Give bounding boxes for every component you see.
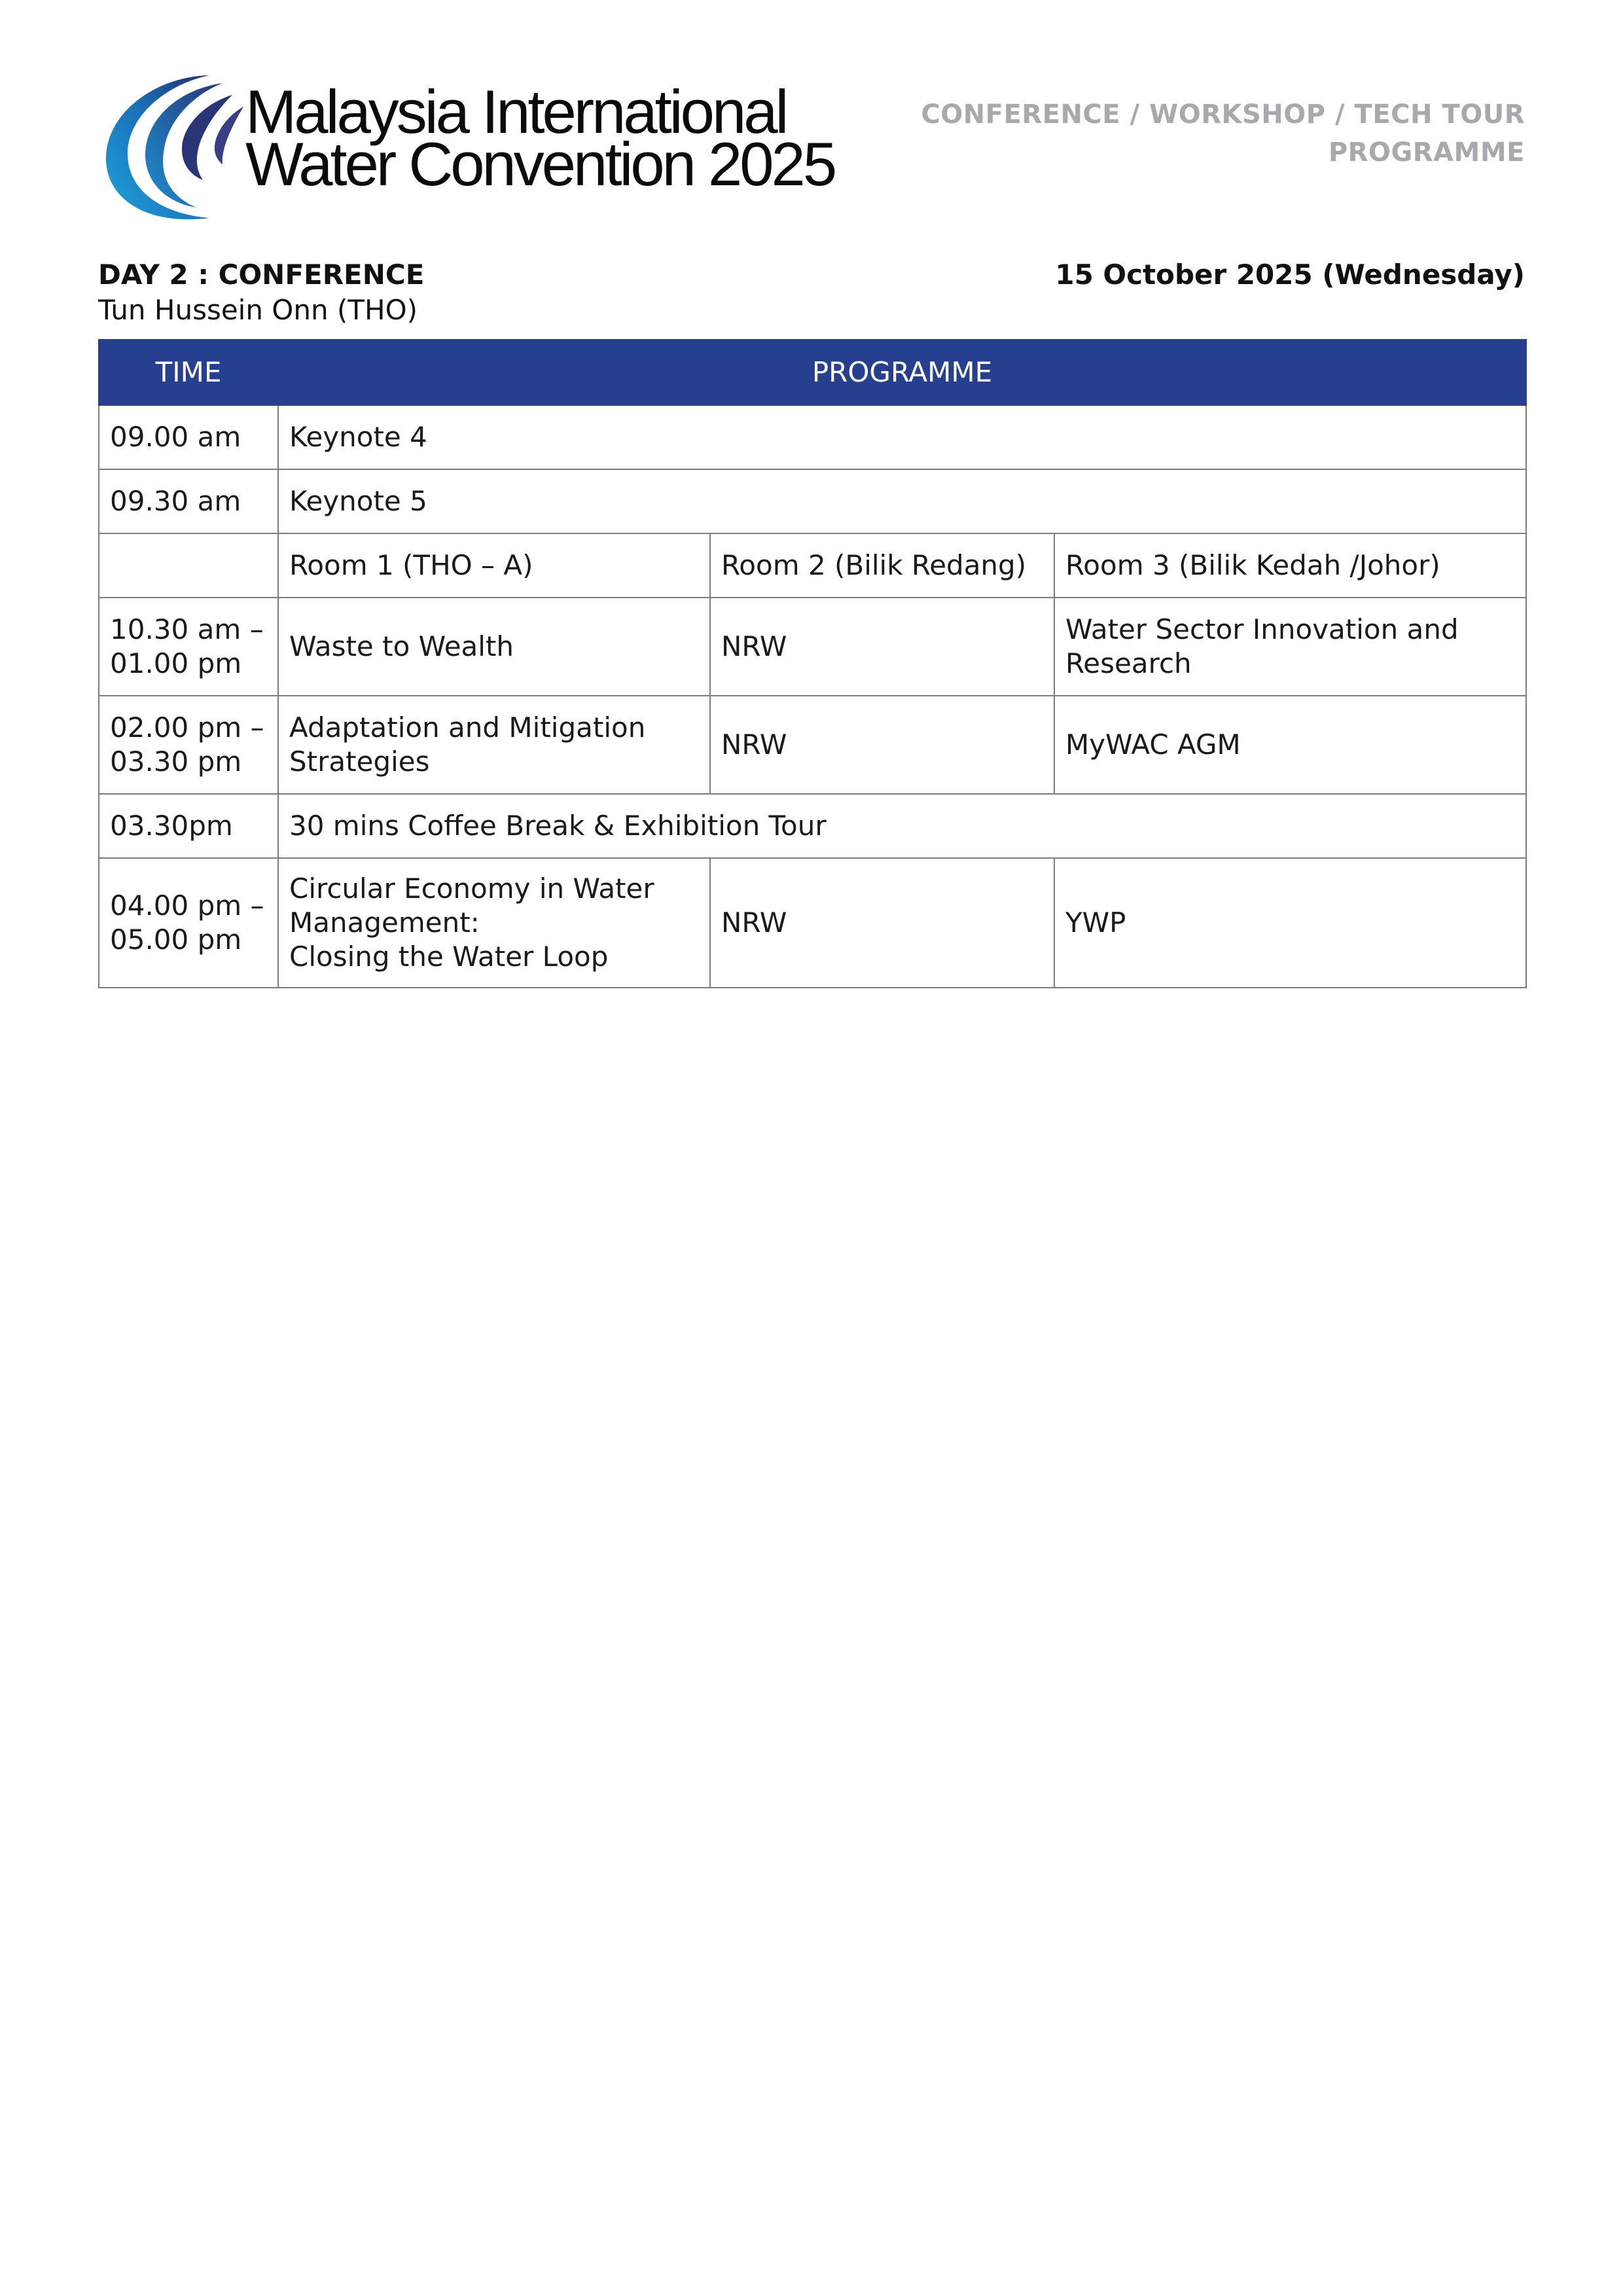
session-title-line: Strategies	[289, 745, 430, 778]
time-end: 03.30 pm	[110, 745, 242, 778]
time-cell: 03.30pm	[99, 794, 278, 858]
room-2-session: NRW	[710, 696, 1054, 794]
session-title-line: Closing the Water Loop	[289, 941, 609, 973]
time-start: 10.30 am –	[110, 613, 264, 645]
water-wave-logo-icon	[98, 69, 252, 223]
logo-line-1: Malaysia International	[245, 77, 787, 146]
time-cell: 09.00 am	[99, 405, 278, 469]
logo-line-2: Water Convention 2025	[245, 130, 835, 198]
table-row	[99, 696, 1526, 794]
time-end: 01.00 pm	[110, 647, 242, 679]
room-1-header: Room 1 (THO – A)	[278, 533, 710, 598]
document-type	[921, 96, 1525, 171]
table-header-row	[99, 340, 1526, 405]
time-cell	[99, 858, 278, 988]
room-2-session: NRW	[710, 858, 1054, 988]
time-start: 02.00 pm –	[110, 711, 264, 744]
room-1-session	[278, 696, 710, 794]
time-start: 04.00 pm –	[110, 889, 264, 922]
doc-type-line-1: CONFERENCE / WORKSHOP / TECH TOUR	[921, 99, 1525, 130]
room-2-header: Room 2 (Bilik Redang)	[710, 533, 1054, 598]
time-column-header: TIME	[99, 340, 278, 405]
event-logo	[98, 69, 857, 226]
room-2-session: NRW	[710, 598, 1054, 696]
time-cell: 09.30 am	[99, 469, 278, 533]
day-title: DAY 2 : CONFERENCE	[98, 259, 425, 291]
time-cell	[99, 598, 278, 696]
session-title-line: Circular Economy in Water	[289, 872, 654, 905]
programme-column-header: PROGRAMME	[278, 340, 1526, 405]
room-3-session	[1054, 598, 1526, 696]
programme-cell: Keynote 5	[278, 469, 1526, 533]
table-row	[99, 598, 1526, 696]
session-title-line: Adaptation and Mitigation	[289, 711, 646, 744]
rooms-row	[99, 533, 1526, 598]
programme-table	[98, 339, 1527, 988]
room-1-session: Waste to Wealth	[278, 598, 710, 696]
table-row	[99, 858, 1526, 988]
room-3-session: MyWAC AGM	[1054, 696, 1526, 794]
doc-type-line-2: PROGRAMME	[1328, 137, 1525, 168]
time-cell	[99, 696, 278, 794]
table-row	[99, 794, 1526, 858]
room-3-session: YWP	[1054, 858, 1526, 988]
logo-wordmark	[245, 77, 835, 198]
programme-cell: Keynote 4	[278, 405, 1526, 469]
table-row	[99, 405, 1526, 469]
room-3-header: Room 3 (Bilik Kedah /Johor)	[1054, 533, 1526, 598]
session-title-line: Research	[1065, 647, 1192, 679]
time-end: 05.00 pm	[110, 924, 242, 956]
session-title-line: Water Sector Innovation and	[1065, 613, 1459, 645]
table-row	[99, 469, 1526, 533]
room-1-session	[278, 858, 710, 988]
programme-cell: 30 mins Coffee Break & Exhibition Tour	[278, 794, 1526, 858]
empty-time-cell	[99, 533, 278, 598]
session-title-line: Management:	[289, 906, 480, 939]
event-date: 15 October 2025 (Wednesday)	[1055, 259, 1525, 291]
venue: Tun Hussein Onn (THO)	[98, 294, 418, 326]
